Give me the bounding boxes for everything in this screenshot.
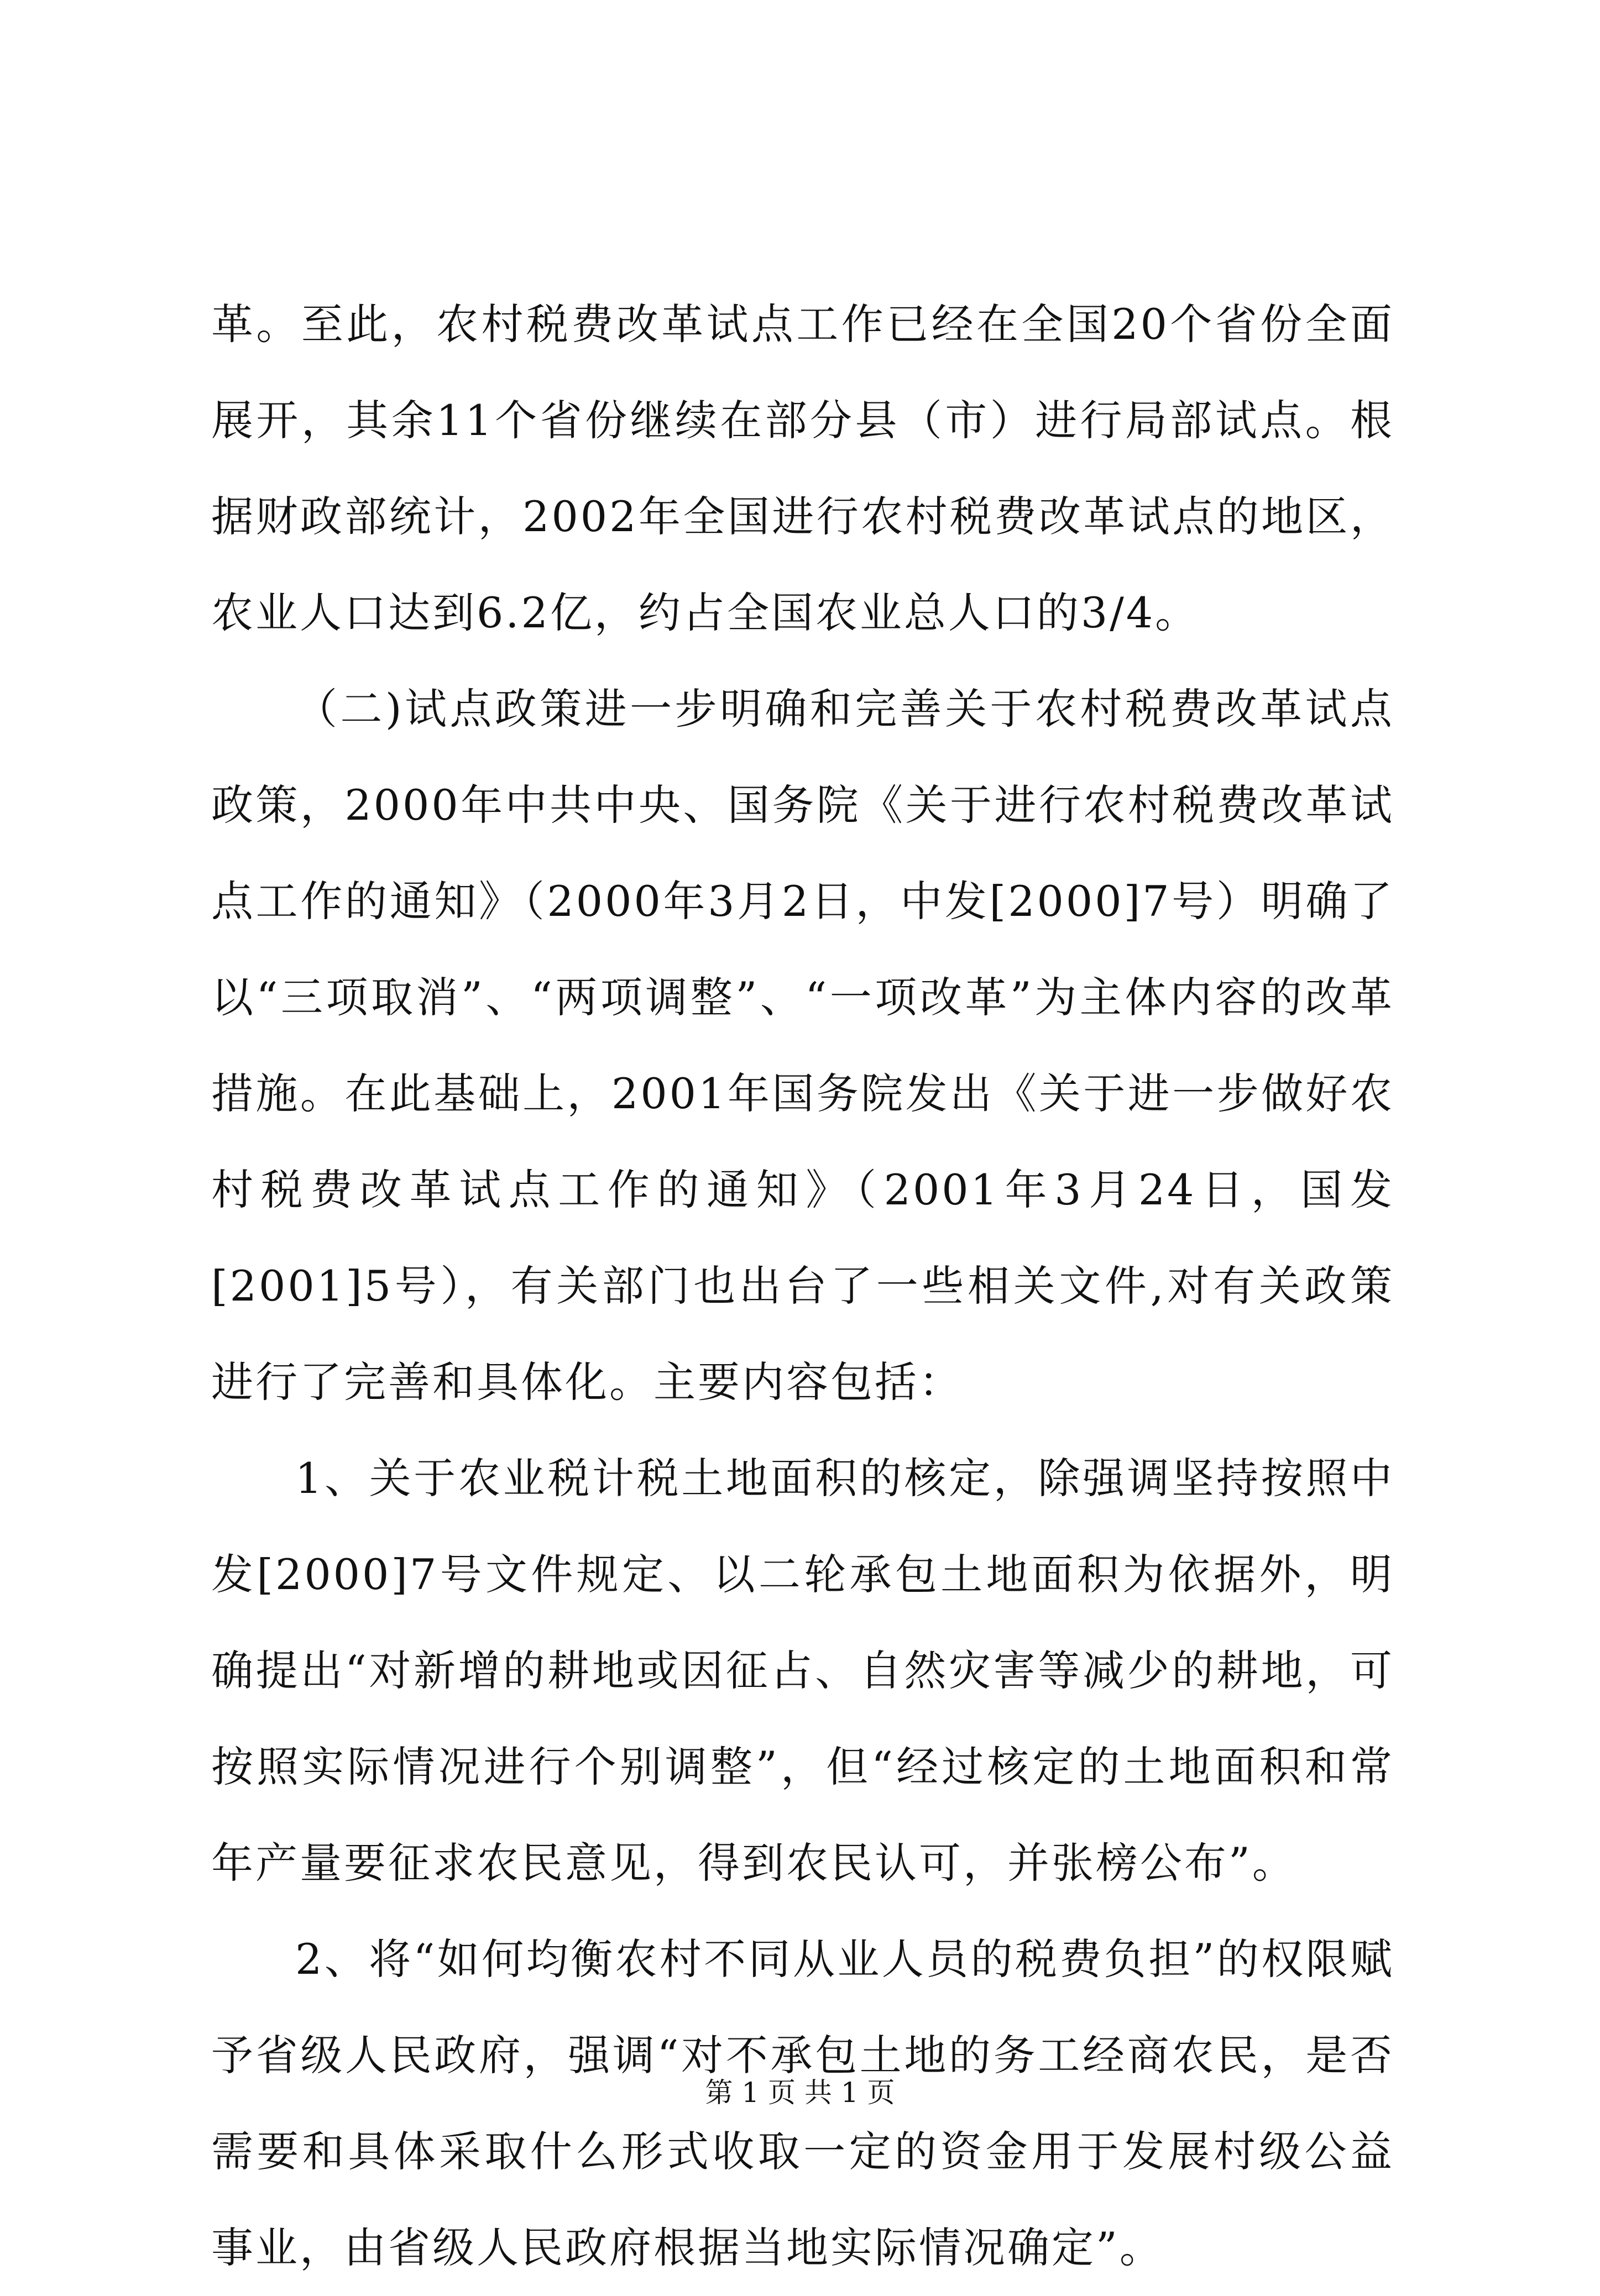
paragraph-policy-section: （二)试点政策进一步明确和完善关于农村税费改革试点政策，2000年中共中央、国务院《关于进行农村税费改革试点工作的通知》（2000年3月2日，中发[2000]7号）明确了以“三项取消”、“两项调整”、“一项改革”为主体内容的改革措施。在此基础上，2001年国务院发出《关于进一步做好农村税费改革试点工作的通知》（2001年3月24日，国发[2001]5号），有关部门也出台了一些相关文件,对有关政策进行了完善和具体化。主要内容包括： xyxy=(211,684,1394,1407)
document-body xyxy=(211,276,1394,2296)
paragraph-item-2: 2、将“如何均衡农村不同从业人员的税费负担”的权限赋予省级人民政府，强调“对不承包土地的务工经商农民，是否需要和具体采取什么形式收取一定的资金用于发展村级公益事业，由省级人民政府根据当地实际情况确定”。 xyxy=(211,1935,1394,2272)
page-footer: 第 1 页 共 1 页 xyxy=(705,2077,895,2109)
paragraph-item-1: 1、关于农业税计税土地面积的核定，除强调坚持按照中发[2000]7号文件规定、以二轮承包土地面积为依据外，明确提出“对新增的耕地或因征占、自然灾害等减少的耕地，可按照实际情况进行个别调整”，但“经过核定的土地面积和常年产量要征求农民意见，得到农民认可，并张榜公布”。 xyxy=(211,1454,1394,1888)
paragraph-continuation: 革。至此，农村税费改革试点工作已经在全国20个省份全面展开，其余11个省份继续在部分县（市）进行局部试点。根据财政部统计，2002年全国进行农村税费改革试点的地区，农业人口达到6.2亿，约占全国农业总人口的3/4。 xyxy=(211,300,1394,637)
